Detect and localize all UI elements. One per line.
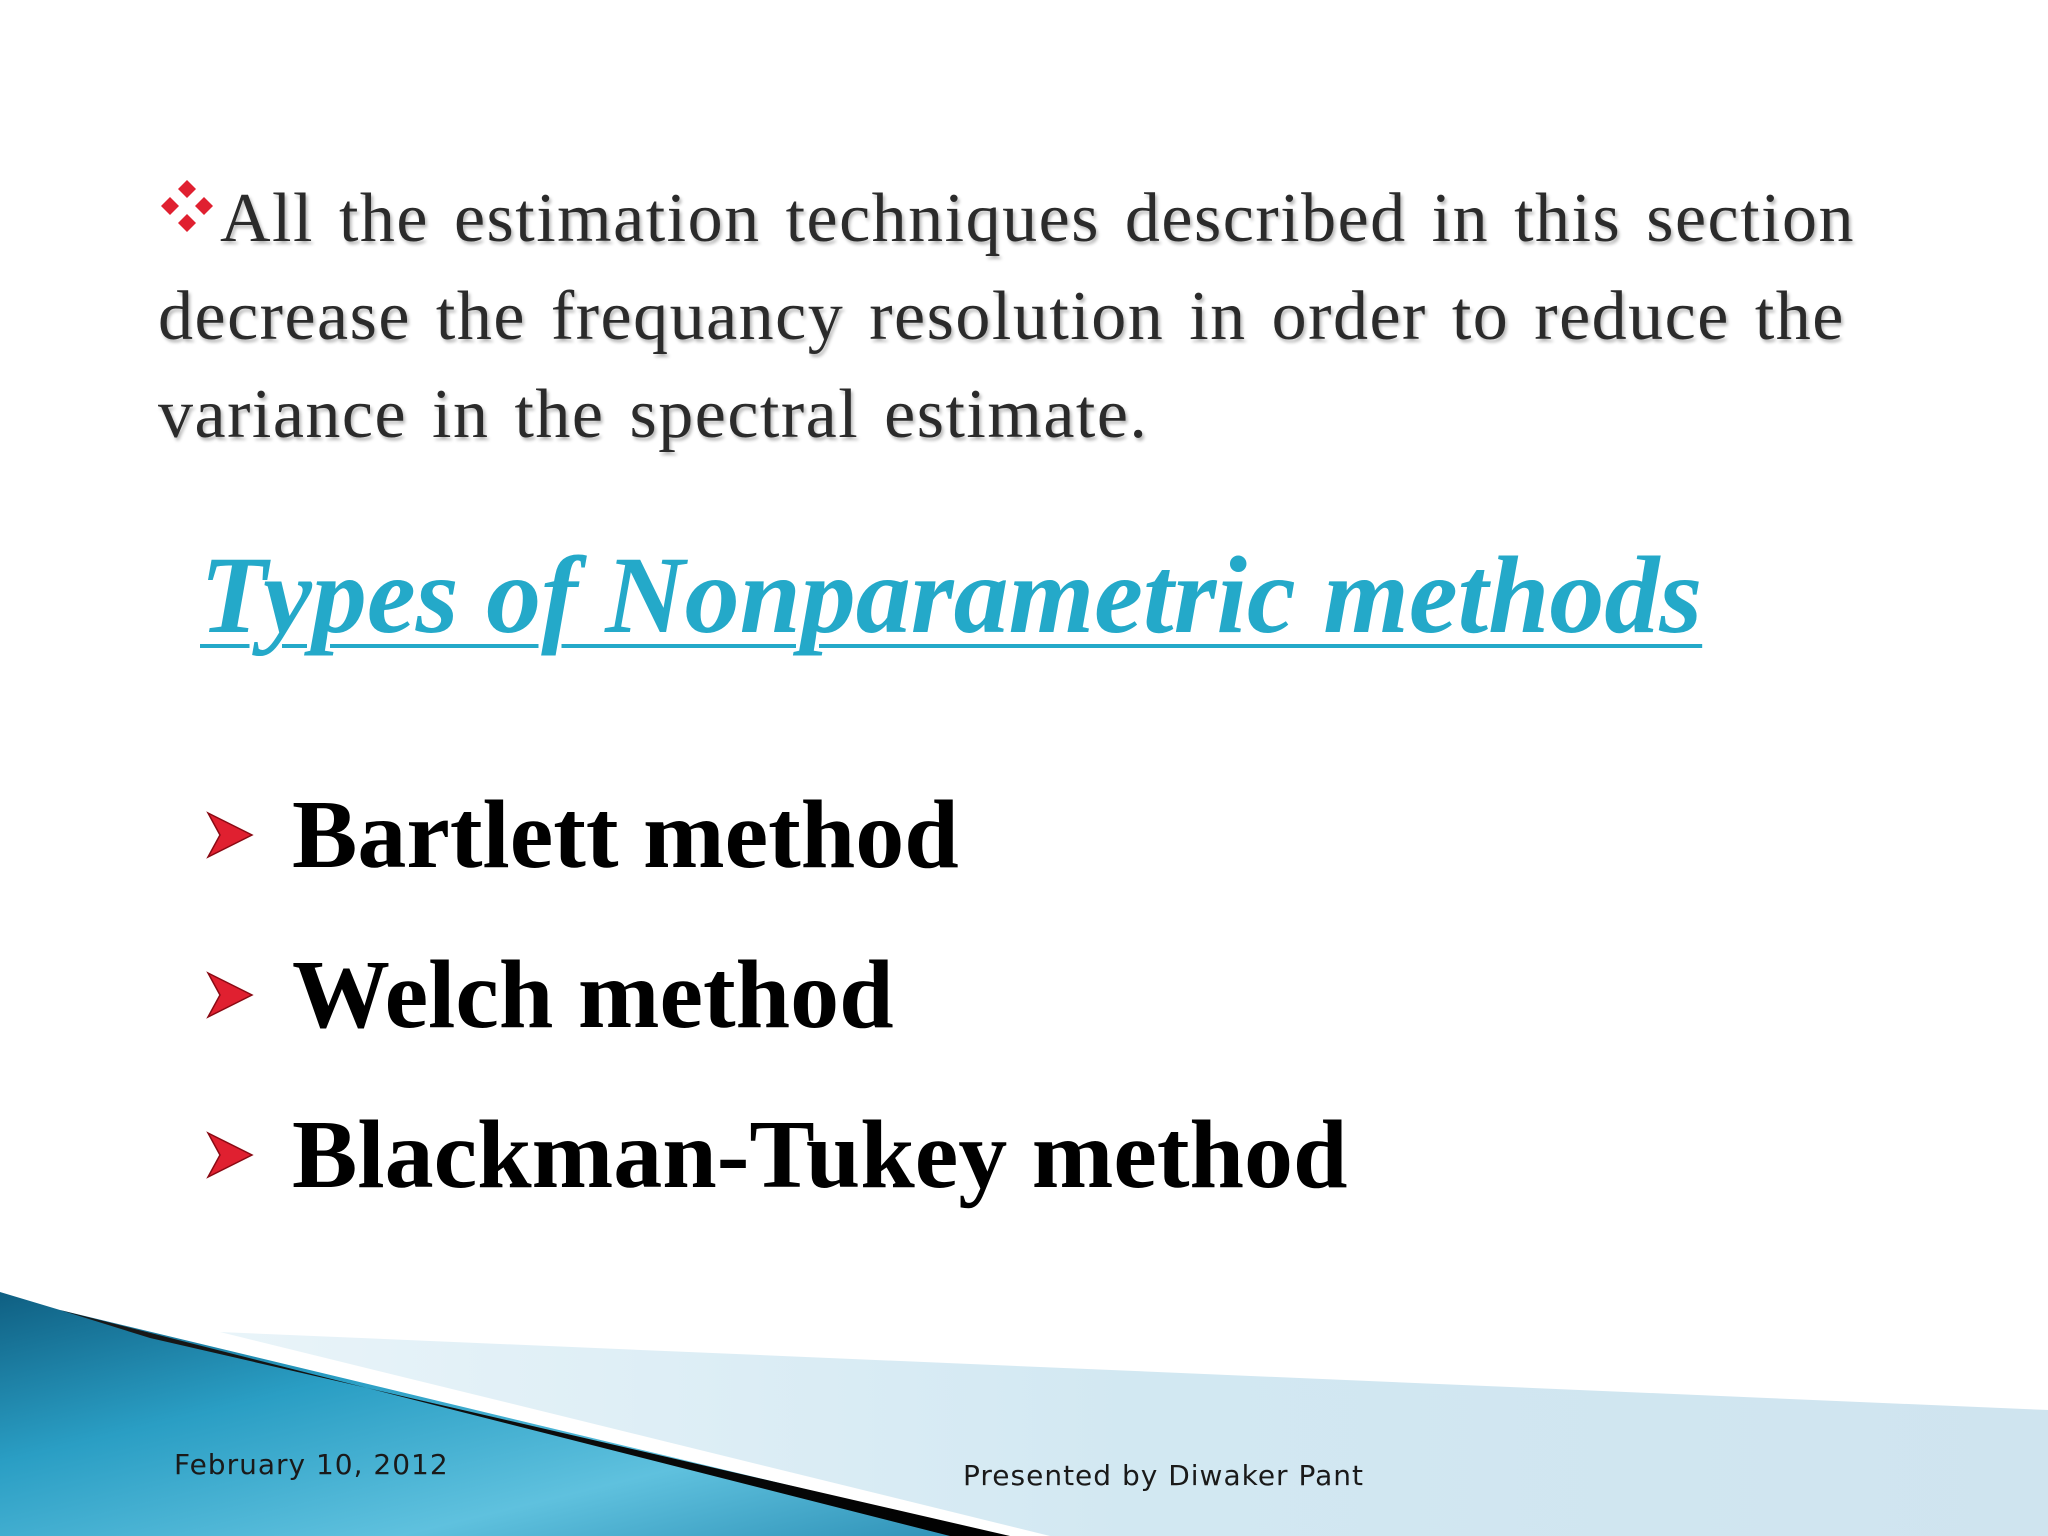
footer-date: February 10, 2012 [174, 1448, 449, 1481]
arrowhead-icon [204, 969, 256, 1021]
list-item [204, 755, 1348, 915]
method-label: Blackman-Tukey method [292, 1101, 1348, 1209]
methods-list [204, 755, 1348, 1235]
method-label: Bartlett method [292, 781, 959, 889]
footer-presenter: Presented by Diwaker Pant [963, 1459, 1364, 1492]
method-label: Welch method [292, 941, 894, 1049]
arrowhead-icon [204, 809, 256, 861]
list-item [204, 915, 1348, 1075]
section-heading: Types of Nonparametric methods [200, 534, 1703, 656]
arrowhead-icon [204, 1129, 256, 1181]
intro-text: All the estimation techniques described in this section decrease the frequancy resolution in order to reduce the variance in the spectral estimate. [158, 180, 1856, 453]
four-diamond-icon [158, 177, 216, 235]
footer-decoration [0, 1280, 2048, 1536]
list-item [204, 1075, 1348, 1235]
intro-paragraph [158, 170, 1918, 464]
